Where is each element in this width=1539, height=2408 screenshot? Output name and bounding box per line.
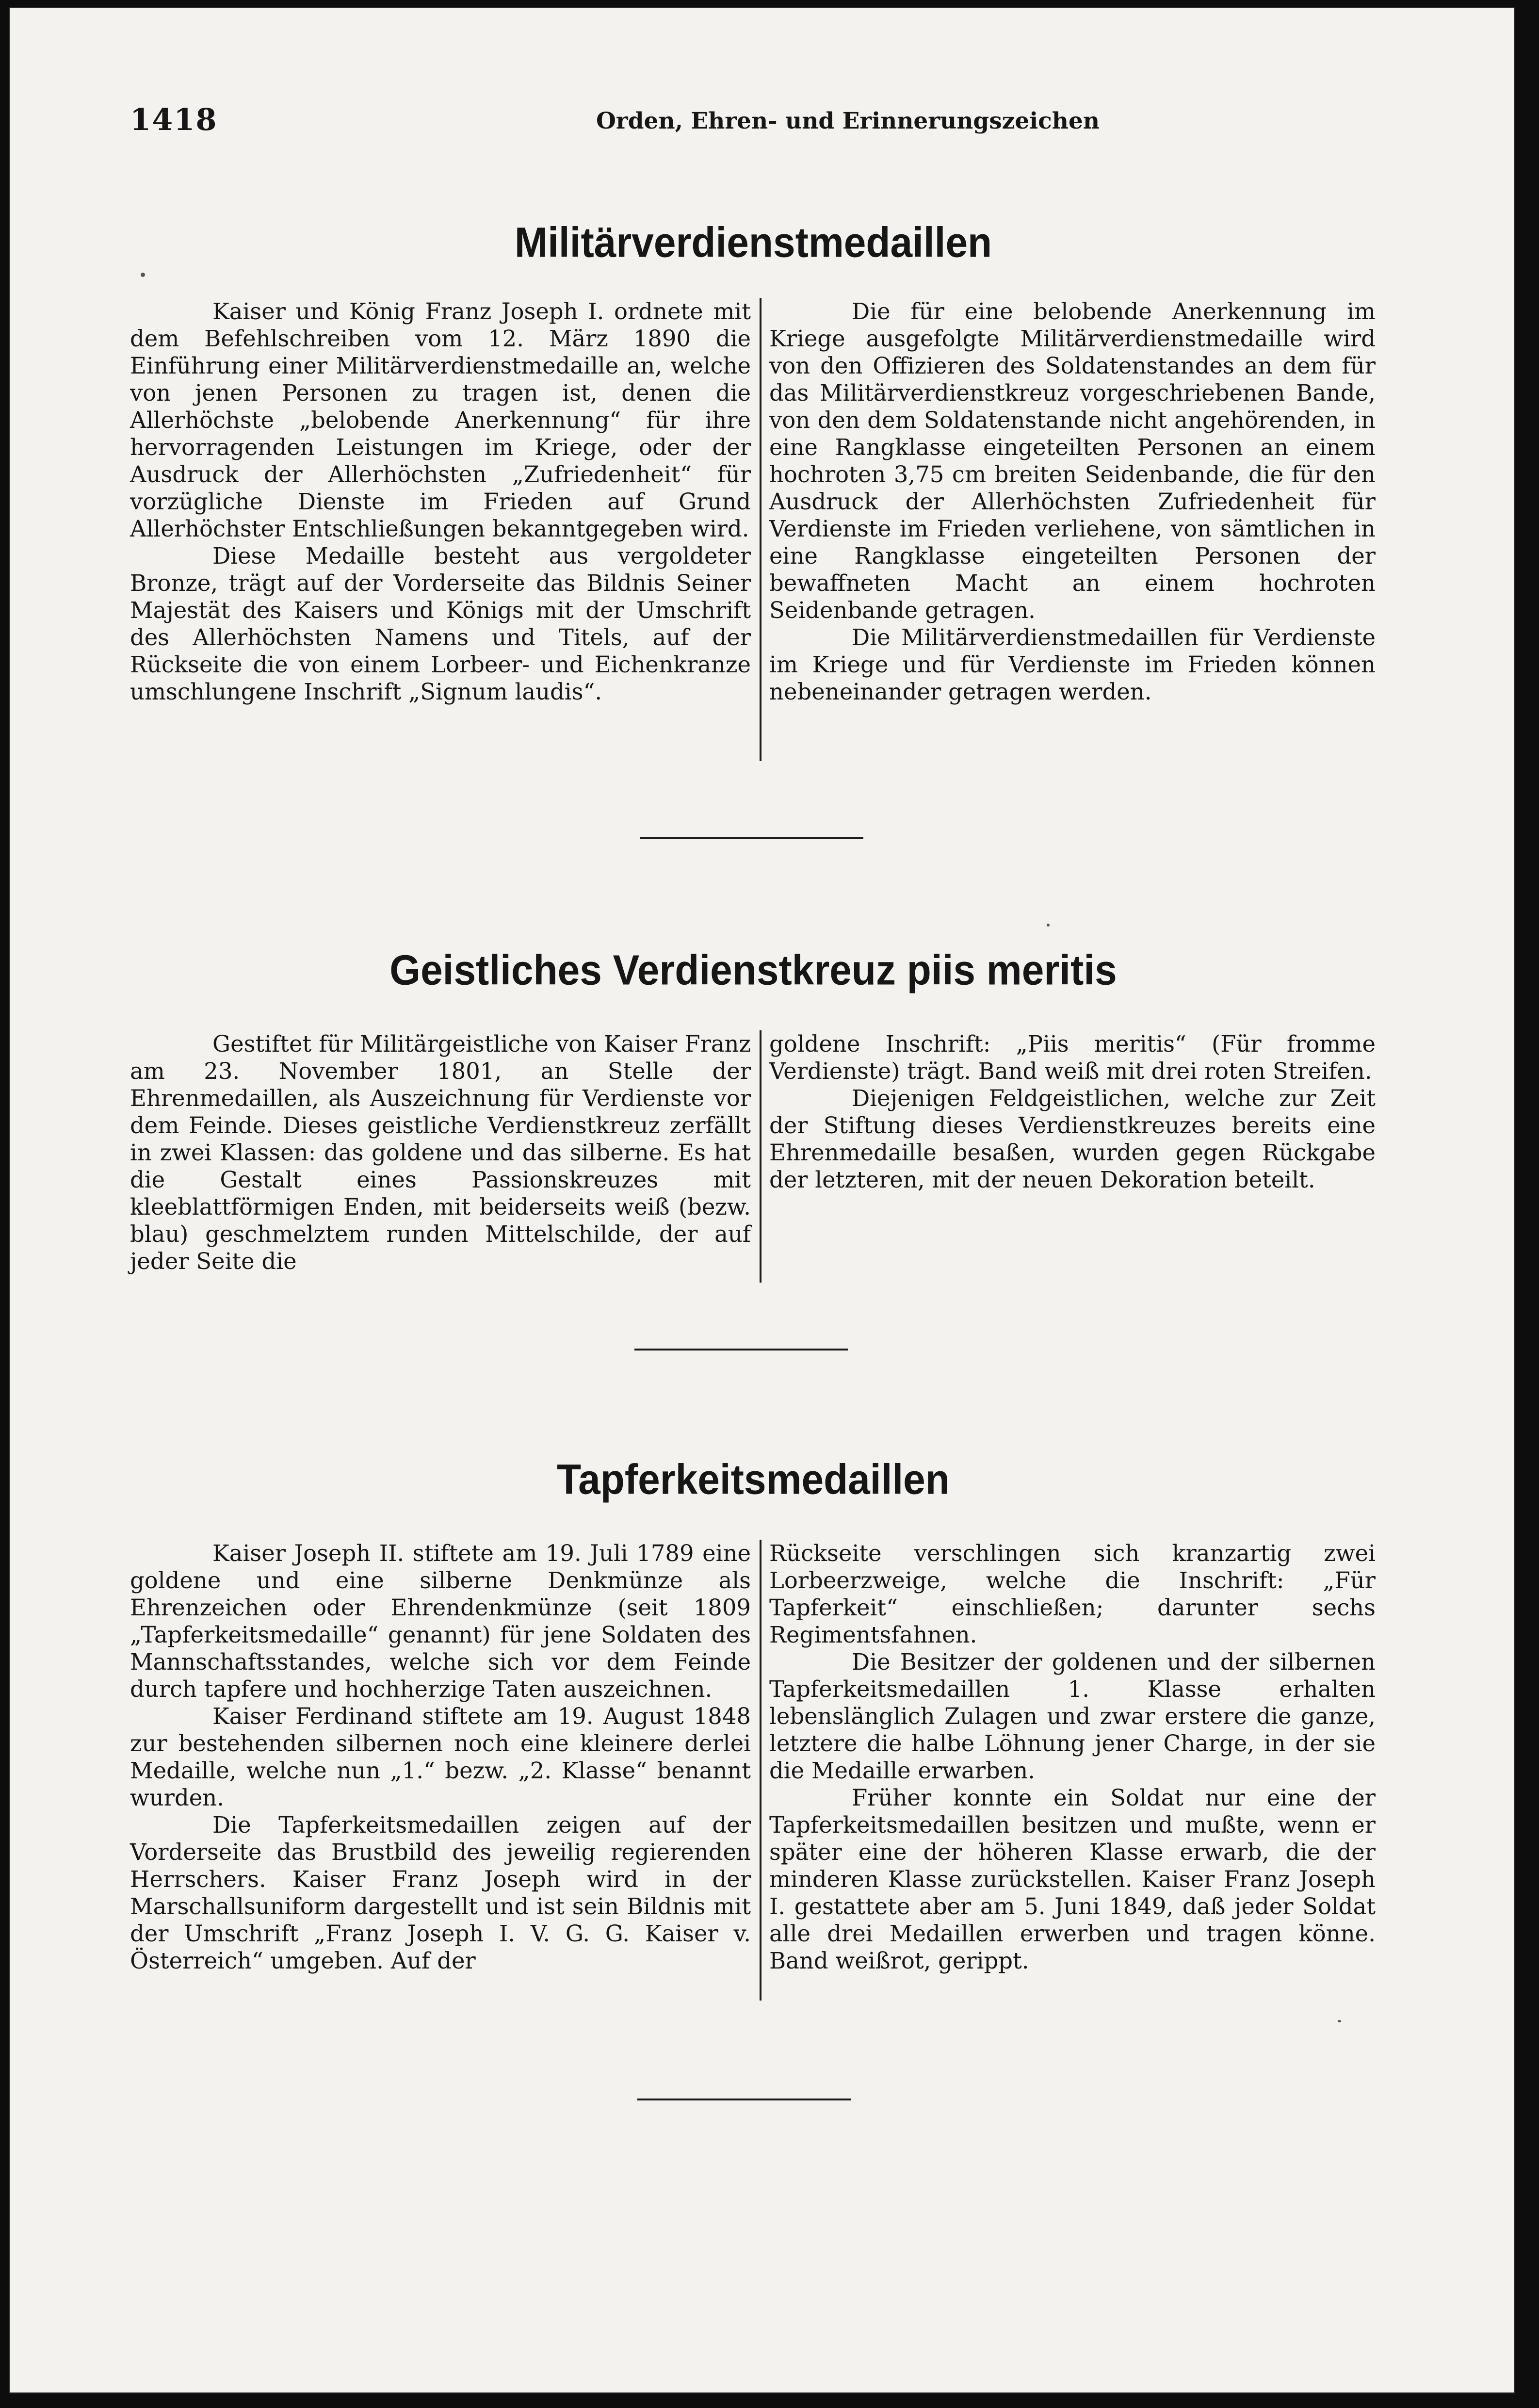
paragraph: Kaiser Ferdinand stiftete am 19. August 1848 zur bestehenden silbernen noch eine kleinere derlei Medaille, welche nun „1.“ bezw. „2. Klasse“ benannt wurden. (130, 1703, 751, 1811)
section-militaerverdienstmedaillen (130, 298, 1377, 764)
scan-speck (1338, 2020, 1341, 2022)
left-column (130, 298, 757, 705)
paragraph: Die Militärverdienstmedaillen für Verdienste im Kriege und für Verdienste im Frieden können nebeneinander getragen werden. (769, 624, 1376, 705)
page-number: 1418 (130, 102, 218, 137)
section-separator-rule (634, 1349, 848, 1350)
paragraph: goldene Inschrift: „Piis meritis“ (Für fromme Verdienste) trägt. Band weiß mit drei roten Streifen. (769, 1031, 1376, 1084)
running-head (130, 92, 1377, 141)
right-column (769, 1540, 1376, 1974)
section-separator-rule (637, 2099, 851, 2100)
scan-speck (1047, 924, 1050, 927)
right-column (769, 298, 1376, 705)
paragraph: Gestiftet für Militärgeistliche von Kaiser Franz am 23. November 1801, an Stelle der Ehrenmedaillen, als Auszeichnung für Verdienste vor dem Feinde. Dieses geistliche Verdienstkreuz zerfällt in zwei Klassen: das goldene und das silberne. Es hat die Gestalt eines Passionskreuzes mit kleeblattförmigen Enden, mit beiderseits weiß (bezw. blau) geschmelztem runden Mittelschilde, der auf jeder Seite die (130, 1031, 751, 1274)
section-separator-rule (640, 837, 863, 839)
paragraph: Kaiser und König Franz Joseph I. ordnete mit dem Befehlschreiben vom 12. März 1890 die Einführung einer Militärverdienstmedaille an, welche von jenen Personen zu tragen ist, denen die Allerhöchste „belobende Anerkennung“ für ihre hervorragenden Leistungen im Kriege, oder der Ausdruck der Allerhöchsten „Zufriedenheit“ für vorzügliche Dienste im Frieden auf Grund Allerhöchster Entschließungen bekanntgegeben wird. (130, 298, 751, 542)
paragraph: Die Tapferkeitsmedaillen zeigen auf der Vorderseite das Brustbild des jeweilig regierenden Herrschers. Kaiser Franz Joseph wird in der Marschallsuniform dargestellt und ist sein Bildnis mit der Umschrift „Franz Joseph I. V. G. G. Kaiser v. Österreich“ umgeben. Auf der (130, 1812, 751, 1974)
book-page (9, 7, 1515, 2393)
paragraph: Diese Medaille besteht aus vergoldeter Bronze, trägt auf der Vorderseite das Bildnis Seiner Majestät des Kaisers und Königs mit der Umschrift des Allerhöchsten Namens und Titels, auf der Rückseite die von einem Lorbeer- und Eichenkranze umschlungene Inschrift „Signum laudis“. (130, 543, 751, 705)
left-column (130, 1030, 757, 1275)
running-head-title: Orden, Ehren- und Erinnerungszeichen (596, 108, 1100, 134)
section-title-tapferkeitsmedaillen: Tapferkeitsmedaillen (557, 1456, 950, 1503)
paragraph: Die Besitzer der goldenen und der silbernen Tapferkeitsmedaillen 1. Klasse erhalten lebenslänglich Zulagen und zwar erstere die ganze, letztere die halbe Löhnung jener Charge, in der sie die Medaille erwarben. (769, 1649, 1376, 1784)
paragraph: Diejenigen Feldgeistlichen, welche zur Zeit der Stiftung dieses Verdienstkreuzes bereits eine Ehrenmedaille besaßen, wurden gegen Rückgabe der letzteren, mit der neuen Dekoration beteilt. (769, 1085, 1376, 1193)
paragraph: Die für eine belobende Anerkennung im Kriege ausgefolgte Militärverdienstmedaille wird von den Offizieren des Soldatenstandes an dem für das Militärverdienstkreuz vorgeschriebenen Bande, von den dem Soldatenstande nicht angehörenden, in eine Rangklasse eingeteilten Personen an einem hochroten 3,75 cm breiten Seidenbande, die für den Ausdruck der Allerhöchsten Zufriedenheit für Verdienste im Frieden verliehene, von sämtlichen in eine Rangklasse eingeteilten Personen der bewaffneten Macht an einem hochroten Seidenbande getragen. (769, 298, 1376, 623)
paragraph: Früher konnte ein Soldat nur eine der Tapferkeitsmedaillen besitzen und mußte, wenn er später eine der höheren Klasse erwarb, die der minderen Klasse zurückstellen. Kaiser Franz Joseph I. gestattete aber am 5. Juni 1849, daß jeder Soldat alle drei Medaillen erwerben und tragen könne. Band weißrot, gerippt. (769, 1785, 1376, 1974)
left-column (130, 1540, 757, 1974)
paragraph: Kaiser Joseph II. stiftete am 19. Juli 1789 eine goldene und eine silberne Denkmünze als Ehrenzeichen oder Ehrendenkmünze (seit 1809 „Tapferkeitsmedaille“ genannt) für jene Soldaten des Mannschaftsstandes, welche sich vor dem Feinde durch tapfere und hochherzige Taten auszeichnen. (130, 1540, 751, 1702)
section-title-militaerverdienstmedaillen: Militärverdienstmedaillen (514, 219, 992, 266)
column-divider (760, 1030, 761, 1283)
scan-speck (141, 273, 145, 277)
column-divider (760, 298, 761, 761)
column-divider (760, 1540, 761, 2001)
right-column (769, 1030, 1376, 1193)
section-tapferkeitsmedaillen (130, 1540, 1377, 2005)
paragraph: Rückseite verschlingen sich kranzartig zwei Lorbeerzweige, welche die Inschrift: „Für Tapferkeit“ einschließen; darunter sechs Regimentsfahnen. (769, 1540, 1376, 1648)
section-geistliches-verdienstkreuz (130, 1030, 1377, 1283)
section-title-geistliches-verdienstkreuz: Geistliches Verdienstkreuz piis meritis (389, 947, 1117, 994)
